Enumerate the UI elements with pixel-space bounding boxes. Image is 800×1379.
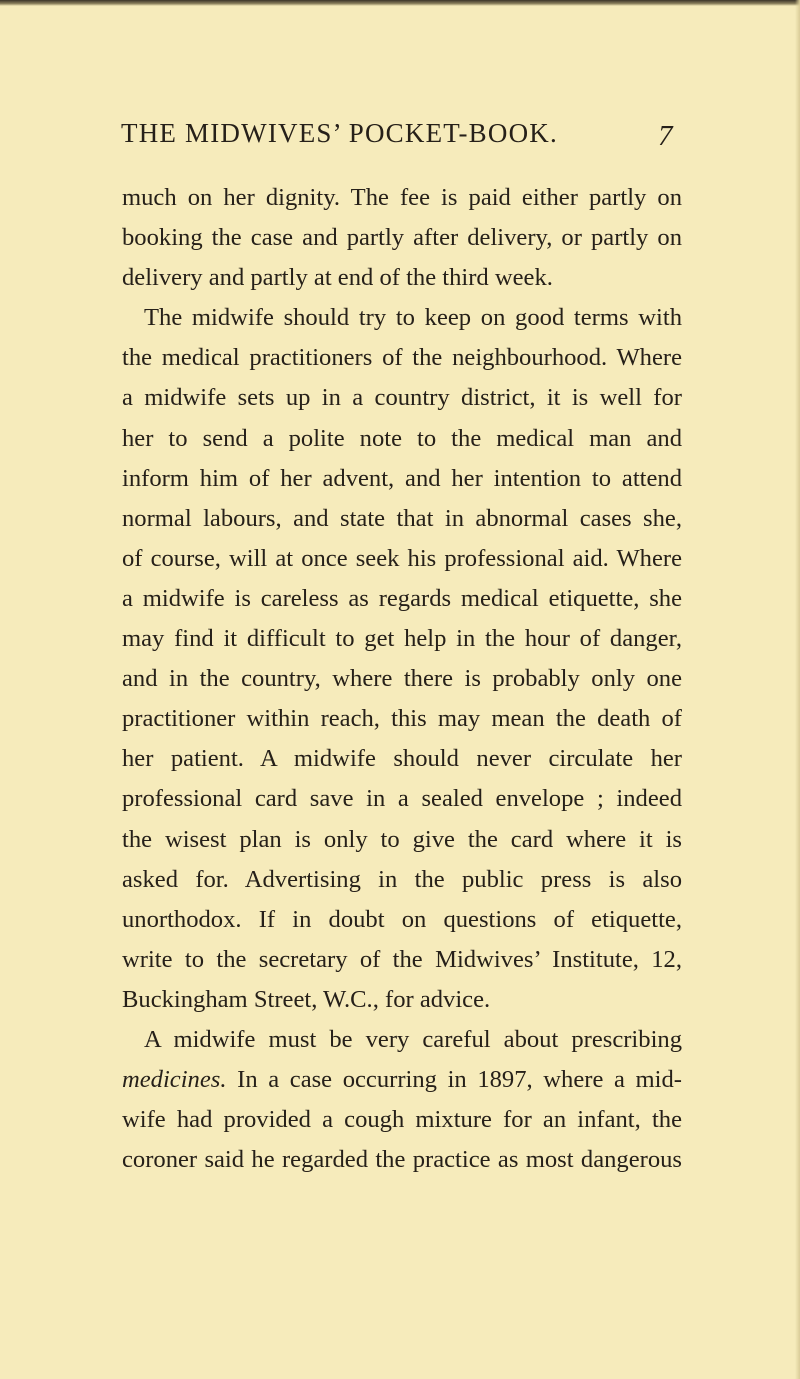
text-line-paragraph-start: The midwife should try to keep on good terms with xyxy=(144,304,682,332)
text-line: inform him of her advent, and her intention to attend xyxy=(122,464,682,492)
text-line: normal labours, and state that in abnormal cases she, xyxy=(122,504,682,532)
emphasized-word: medicines. xyxy=(122,1066,227,1094)
text-line: much on her dignity. The fee is paid either partly on xyxy=(122,184,682,211)
running-head xyxy=(0,118,800,158)
text-line-with-emphasis xyxy=(122,1060,682,1100)
text-line: write to the secretary of the Midwives’ Institute, 12, xyxy=(122,945,682,973)
text-line: asked for. Advertising in the public press is also xyxy=(122,865,682,893)
text-line: booking the case and partly after delivery, or partly on xyxy=(122,224,682,252)
text-line: unorthodox. If in doubt on questions of etiquette, xyxy=(122,905,682,933)
text-line: professional card save in a sealed envelope ; indeed xyxy=(122,785,682,813)
text-line: a midwife is careless as regards medical etiquette, she xyxy=(122,584,682,612)
text-line: delivery and partly at end of the third week. xyxy=(122,264,553,292)
text-line: a midwife sets up in a country district, it is well for xyxy=(122,384,682,412)
text-line: the medical practitioners of the neighbourhood. Where xyxy=(122,344,682,372)
text-line: wife had provided a cough mixture for an infant, the xyxy=(122,1106,682,1134)
text-line: her to send a polite note to the medical man and xyxy=(122,424,682,452)
text-line-remainder: In a case occurring in 1897, where a mid- xyxy=(237,1066,682,1094)
text-line: and in the country, where there is probably only one xyxy=(122,665,682,693)
text-line-paragraph-start: A midwife must be very careful about prescribing xyxy=(144,1025,682,1053)
text-line: Buckingham Street, W.C., for advice. xyxy=(122,985,491,1013)
text-line: coroner said he regarded the practice as most dangerous xyxy=(122,1146,682,1174)
page-number: 7 xyxy=(658,120,673,152)
text-line: practitioner within reach, this may mean the death of xyxy=(122,705,682,733)
body-text xyxy=(122,178,682,1180)
scan-right-edge xyxy=(795,0,800,1379)
text-line: of course, will at once seek his professional aid. Where xyxy=(122,544,682,572)
running-title: THE MIDWIVES’ POCKET-BOOK. xyxy=(121,118,558,148)
text-line: the wisest plan is only to give the card where it is xyxy=(122,825,682,853)
text-line: may find it difficult to get help in the hour of danger, xyxy=(122,625,682,653)
text-line: her patient. A midwife should never circulate her xyxy=(122,745,682,773)
scan-top-edge xyxy=(0,0,800,6)
